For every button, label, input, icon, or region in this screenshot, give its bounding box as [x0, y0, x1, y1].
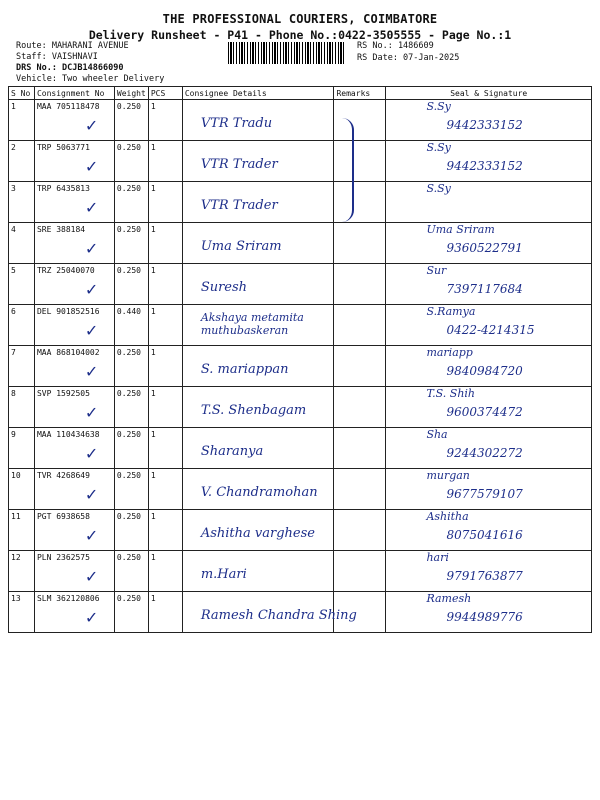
signature-handwriting: Sha: [426, 428, 448, 441]
cell-consignee: [182, 100, 334, 141]
cell-remarks: [334, 469, 386, 510]
cell-signature: [386, 182, 592, 223]
check-mark-icon: ✓: [84, 403, 99, 422]
phone-handwriting: 9244302272: [446, 446, 523, 460]
cell-remarks: [334, 551, 386, 592]
cell-sno: 7: [9, 346, 35, 387]
signature-handwriting: Sur: [426, 264, 447, 277]
staff-label: Staff: VAISHNAVI: [16, 52, 98, 62]
signature-handwriting: Ramesh: [426, 592, 472, 605]
cell-weight: 0.250 ✓: [114, 264, 148, 305]
cell-weight: 0.250 ✓: [114, 346, 148, 387]
cell-consignment-no: TVR 4268649: [34, 469, 114, 510]
bracket-mark: [338, 118, 354, 222]
check-mark-icon: ✓: [84, 321, 99, 340]
consignee-handwriting: Ramesh Chandra Shing: [200, 608, 357, 623]
consignee-handwriting: VTR Trader: [200, 157, 278, 172]
document-subtitle: Delivery Runsheet - P41 - Phone No.:0422-3505555 - Page No.:1: [88, 28, 512, 42]
table-row: [9, 264, 592, 305]
cell-consignee: [182, 305, 334, 346]
consignee-handwriting: VTR Tradu: [200, 116, 273, 131]
cell-consignment-no: SRE 388184: [34, 223, 114, 264]
consignee-handwriting: Suresh: [200, 280, 248, 295]
signature-handwriting: S.Sy: [426, 141, 451, 154]
cell-consignment-no: MAA 110434638: [34, 428, 114, 469]
signature-handwriting: mariapp: [426, 346, 473, 359]
signature-handwriting: Uma Sriram: [426, 223, 495, 236]
check-mark-icon: ✓: [84, 198, 99, 217]
cell-remarks: [334, 510, 386, 551]
phone-handwriting: 9442333152: [446, 159, 523, 173]
cell-weight: 0.250 ✓: [114, 510, 148, 551]
check-mark-icon: ✓: [84, 608, 99, 627]
consignee-handwriting: Ashitha varghese: [200, 526, 315, 541]
cell-consignment-no: PLN 2362575: [34, 551, 114, 592]
cell-pcs: 1: [148, 141, 182, 182]
table-row: [9, 469, 592, 510]
cell-consignee: [182, 223, 334, 264]
check-mark-icon: ✓: [84, 157, 99, 176]
cell-remarks: [334, 592, 386, 633]
cell-weight: 0.250 ✓: [114, 100, 148, 141]
consignee-handwriting: S. mariappan: [200, 362, 289, 377]
cell-signature: [386, 469, 592, 510]
cell-signature: [386, 100, 592, 141]
table-row: [9, 387, 592, 428]
cell-remarks: [334, 264, 386, 305]
check-mark-icon: ✓: [84, 116, 99, 135]
cell-sno: 9: [9, 428, 35, 469]
table-row: [9, 592, 592, 633]
cell-signature: [386, 510, 592, 551]
cell-sno: 13: [9, 592, 35, 633]
phone-handwriting: 8075041616: [446, 528, 523, 542]
runsheet-table: [8, 86, 592, 633]
cell-weight: 0.250 ✓: [114, 469, 148, 510]
rs-number: RS No.: 1486609: [357, 41, 434, 51]
document-title: THE PROFESSIONAL COURIERS, COIMBATORE: [162, 12, 438, 26]
table-row: [9, 551, 592, 592]
cell-pcs: 1: [148, 100, 182, 141]
cell-weight: 0.250 ✓: [114, 551, 148, 592]
cell-signature: [386, 428, 592, 469]
cell-consignee: [182, 387, 334, 428]
consignee-handwriting: V. Chandramohan: [200, 485, 318, 500]
cell-pcs: 1: [148, 428, 182, 469]
cell-consignment-no: MAA 705118478: [34, 100, 114, 141]
cell-consignment-no: SLM 362120806: [34, 592, 114, 633]
signature-handwriting: S.Ramya: [426, 305, 476, 318]
cell-sno: 8: [9, 387, 35, 428]
cell-sno: 3: [9, 182, 35, 223]
cell-sno: 10: [9, 469, 35, 510]
barcode: [228, 42, 345, 64]
cell-consignee: [182, 510, 334, 551]
col-remarks: Remarks: [334, 87, 386, 100]
cell-signature: [386, 223, 592, 264]
cell-sno: 4: [9, 223, 35, 264]
consignee-handwriting: m.Hari: [200, 567, 247, 582]
check-mark-icon: ✓: [84, 444, 99, 463]
cell-consignee: [182, 264, 334, 305]
cell-pcs: 1: [148, 551, 182, 592]
signature-handwriting: S.Sy: [426, 182, 451, 195]
cell-sno: 11: [9, 510, 35, 551]
table-row: [9, 100, 592, 141]
col-weight: Weight: [114, 87, 148, 100]
cell-pcs: 1: [148, 346, 182, 387]
rs-date: RS Date: 07-Jan-2025: [357, 53, 460, 63]
cell-consignee: [182, 141, 334, 182]
cell-consignment-no: SVP 1592505: [34, 387, 114, 428]
phone-handwriting: 0422-4214315: [446, 323, 535, 337]
cell-consignee: [182, 182, 334, 223]
cell-weight: 0.250 ✓: [114, 141, 148, 182]
cell-sno: 12: [9, 551, 35, 592]
col-pcs: PCS: [148, 87, 182, 100]
cell-consignment-no: TRP 6435813: [34, 182, 114, 223]
signature-handwriting: hari: [426, 551, 449, 564]
cell-consignee: [182, 428, 334, 469]
phone-handwriting: 9442333152: [446, 118, 523, 132]
cell-remarks: [334, 346, 386, 387]
cell-consignment-no: MAA 868104002: [34, 346, 114, 387]
cell-weight: 0.250 ✓: [114, 223, 148, 264]
col-consignee: Consignee Details: [182, 87, 334, 100]
cell-pcs: 1: [148, 592, 182, 633]
consignee-handwriting: Akshaya metamita muthubaskeran: [200, 311, 304, 337]
cell-remarks: [334, 387, 386, 428]
cell-signature: [386, 346, 592, 387]
consignee-handwriting: VTR Trader: [200, 198, 278, 213]
phone-handwriting: 9840984720: [446, 364, 523, 378]
cell-weight: 0.250 ✓: [114, 592, 148, 633]
cell-pcs: 1: [148, 264, 182, 305]
cell-sno: 2: [9, 141, 35, 182]
table-header-row: [9, 87, 592, 100]
cell-sno: 6: [9, 305, 35, 346]
drs-number: DRS No.: DCJB14866090: [16, 63, 124, 73]
cell-remarks: [334, 428, 386, 469]
cell-consignee: [182, 469, 334, 510]
consignee-handwriting: Sharanya: [200, 444, 264, 459]
check-mark-icon: ✓: [84, 526, 99, 545]
phone-handwriting: 7397117684: [446, 282, 523, 296]
cell-consignee: [182, 592, 357, 633]
signature-handwriting: Ashitha: [426, 510, 469, 523]
vehicle-label: Vehicle: Two wheeler Delivery: [16, 74, 165, 84]
cell-weight: 0.250 ✓: [114, 428, 148, 469]
consignee-handwriting: T.S. Shenbagam: [200, 403, 307, 418]
check-mark-icon: ✓: [84, 239, 99, 258]
table-row: [9, 305, 592, 346]
table-row: [9, 141, 592, 182]
cell-pcs: 1: [148, 469, 182, 510]
col-consignment: Consignment No: [34, 87, 114, 100]
cell-signature: [386, 551, 592, 592]
cell-consignee: [182, 551, 334, 592]
cell-signature: [386, 387, 592, 428]
phone-handwriting: 9677579107: [446, 487, 523, 501]
cell-weight: 0.440 ✓: [114, 305, 148, 346]
table-row: [9, 346, 592, 387]
cell-consignment-no: TRP 5063771: [34, 141, 114, 182]
col-signature: Seal & Signature: [386, 87, 592, 100]
table-row: [9, 223, 592, 264]
phone-handwriting: 9600374472: [446, 405, 523, 419]
phone-handwriting: 9944989776: [446, 610, 523, 624]
table-row: [9, 510, 592, 551]
cell-pcs: 1: [148, 223, 182, 264]
cell-pcs: 1: [148, 182, 182, 223]
cell-consignment-no: TRZ 25040070: [34, 264, 114, 305]
cell-pcs: 1: [148, 305, 182, 346]
signature-handwriting: S.Sy: [426, 100, 451, 113]
cell-pcs: 1: [148, 387, 182, 428]
cell-sno: 1: [9, 100, 35, 141]
cell-sno: 5: [9, 264, 35, 305]
signature-handwriting: murgan: [426, 469, 470, 482]
cell-signature: [386, 141, 592, 182]
route-label: Route: MAHARANI AVENUE: [16, 41, 129, 51]
cell-signature: [386, 592, 592, 633]
check-mark-icon: ✓: [84, 362, 99, 381]
col-sno: S No: [9, 87, 35, 100]
table-row: [9, 182, 592, 223]
cell-remarks: [334, 305, 386, 346]
cell-signature: [386, 264, 592, 305]
cell-consignment-no: PGT 6938658: [34, 510, 114, 551]
phone-handwriting: 9360522791: [446, 241, 523, 255]
table-row: [9, 428, 592, 469]
check-mark-icon: ✓: [84, 280, 99, 299]
consignee-handwriting: Uma Sriram: [200, 239, 282, 254]
check-mark-icon: ✓: [84, 567, 99, 586]
cell-weight: 0.250 ✓: [114, 387, 148, 428]
cell-remarks: [334, 223, 386, 264]
cell-pcs: 1: [148, 510, 182, 551]
cell-consignment-no: DEL 901852516: [34, 305, 114, 346]
phone-handwriting: 9791763877: [446, 569, 523, 583]
cell-signature: [386, 305, 592, 346]
check-mark-icon: ✓: [84, 485, 99, 504]
signature-handwriting: T.S. Shih: [426, 387, 476, 400]
cell-consignee: [182, 346, 334, 387]
cell-weight: 0.250 ✓: [114, 182, 148, 223]
